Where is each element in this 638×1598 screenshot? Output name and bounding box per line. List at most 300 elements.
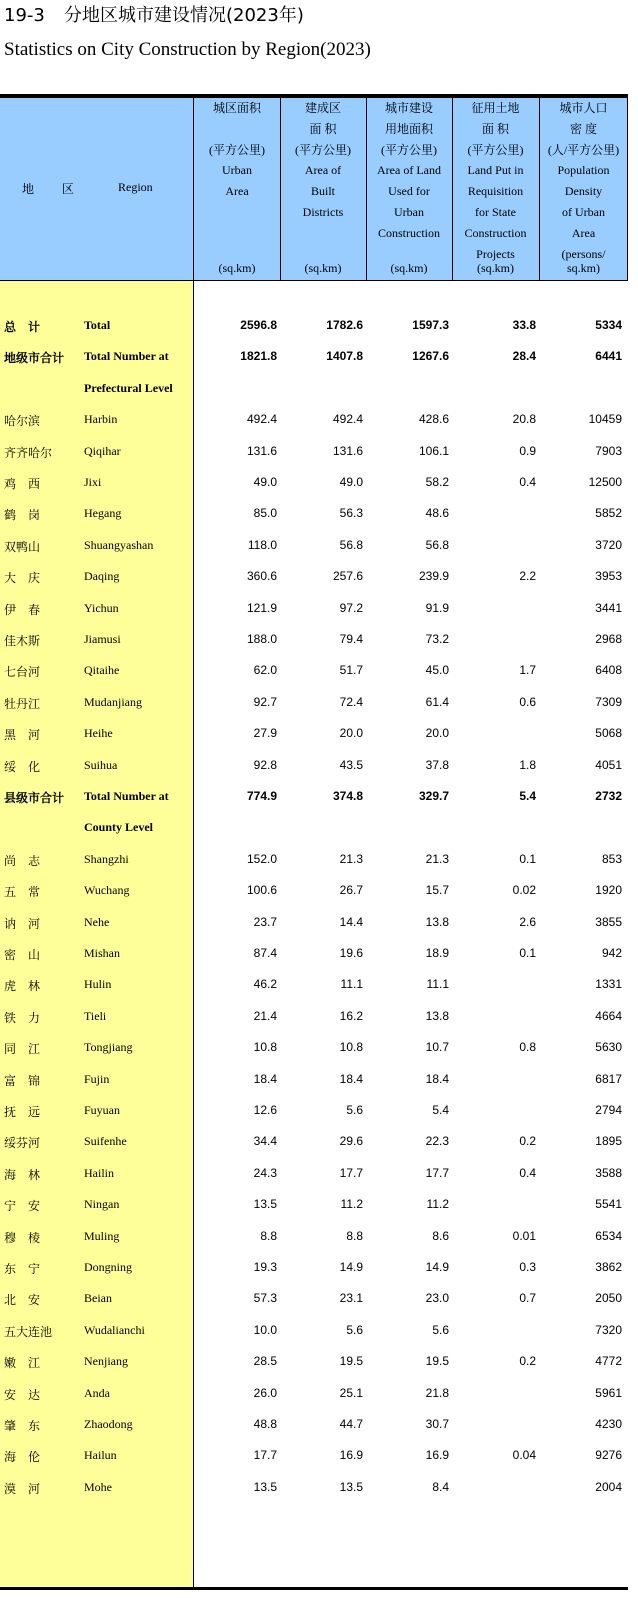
built-district-value: 13.5 xyxy=(339,1479,363,1494)
built-district-value: 11.2 xyxy=(340,1197,363,1212)
construction-land-value: 19.5 xyxy=(425,1354,449,1369)
construction-land-value: 8.4 xyxy=(432,1479,449,1494)
requisition-value: 1.7 xyxy=(519,663,536,678)
region-name-zh: 同 江 xyxy=(4,1042,41,1057)
region-name-zh: 肇 东 xyxy=(4,1419,41,1433)
table-row xyxy=(0,499,628,530)
region-name-en: Shuangyashan xyxy=(84,537,154,552)
region-name-en: Dongning xyxy=(84,1260,132,1274)
built-district-value: 5.6 xyxy=(346,1103,363,1117)
density-value: 5541 xyxy=(595,1197,622,1212)
region-name-en: County Level xyxy=(84,820,153,835)
density-value: 5068 xyxy=(595,726,622,741)
region-name-zh: 讷 河 xyxy=(4,916,41,931)
density-value: 2732 xyxy=(595,789,622,803)
built-district-value: 26.7 xyxy=(339,883,363,898)
header-region-zh: 地 区 xyxy=(22,182,86,196)
density-value: 9276 xyxy=(595,1448,622,1463)
density-value: 3720 xyxy=(595,537,622,552)
density-value: 3588 xyxy=(595,1165,622,1180)
region-name-en: Jiamusi xyxy=(84,632,121,646)
urban-area-value: 27.9 xyxy=(253,726,277,741)
construction-land-value: 5.4 xyxy=(432,1103,449,1117)
built-district-value: 97.2 xyxy=(339,600,363,615)
table-row xyxy=(0,688,628,719)
density-value: 4051 xyxy=(595,757,622,772)
built-district-value: 1782.6 xyxy=(326,318,363,332)
construction-land-value: 329.7 xyxy=(418,789,449,803)
region-name-zh: 鹤 岗 xyxy=(4,508,41,523)
header-line: Urban xyxy=(222,163,252,178)
region-name-en: Anda xyxy=(84,1385,110,1400)
header-line: (平方公里) xyxy=(467,142,524,157)
urban-area-value: 23.7 xyxy=(253,914,277,929)
region-name-en: Total Number at xyxy=(84,789,169,803)
region-name-zh: 地级市合计 xyxy=(4,351,65,366)
density-value: 942 xyxy=(601,946,622,960)
construction-land-value: 56.8 xyxy=(425,537,449,552)
construction-land-value: 21.3 xyxy=(425,851,449,866)
built-district-value: 492.4 xyxy=(332,412,363,427)
density-value: 5630 xyxy=(595,1040,622,1055)
construction-land-value: 61.4 xyxy=(425,694,449,709)
density-value: 4230 xyxy=(595,1417,622,1431)
header-col-built-district xyxy=(280,97,366,281)
region-name-en: Daqing xyxy=(84,569,120,584)
urban-area-value: 2596.8 xyxy=(240,318,277,332)
region-name-zh: 海 林 xyxy=(4,1167,41,1182)
header-line: Density xyxy=(564,184,603,199)
header-line: Construction xyxy=(378,225,440,240)
region-name-en: Tieli xyxy=(84,1008,107,1023)
region-name-en: Nehe xyxy=(84,914,110,929)
header-divider xyxy=(452,97,453,280)
density-value: 6408 xyxy=(595,663,622,678)
density-value: 12500 xyxy=(588,475,622,489)
region-name-zh: 抚 远 xyxy=(4,1105,41,1119)
urban-area-value: 152.0 xyxy=(246,851,277,866)
header-divider xyxy=(539,97,540,280)
table-row xyxy=(0,342,628,373)
construction-land-value: 48.6 xyxy=(425,506,449,521)
region-name-zh: 尚 志 xyxy=(4,853,41,868)
header-line: Urban xyxy=(394,204,424,219)
density-value: 4664 xyxy=(595,1008,622,1023)
construction-land-value: 73.2 xyxy=(425,632,449,646)
header-line: (人/平方公里) xyxy=(547,142,620,157)
header-line: Projects xyxy=(476,246,515,261)
region-name-en: Qiqihar xyxy=(84,443,121,458)
requisition-value: 0.4 xyxy=(519,475,536,489)
requisition-value: 0.01 xyxy=(512,1228,536,1243)
table-row xyxy=(0,751,628,782)
requisition-value: 5.4 xyxy=(519,789,536,803)
table-row xyxy=(0,1222,628,1253)
header-col-population-density xyxy=(539,97,628,281)
requisition-value: 0.8 xyxy=(519,1040,536,1055)
construction-land-value: 18.4 xyxy=(425,1071,449,1086)
construction-land-value: 37.8 xyxy=(425,757,449,772)
urban-area-value: 121.9 xyxy=(246,600,277,615)
requisition-value: 0.4 xyxy=(519,1165,536,1180)
header-line: Built xyxy=(310,184,335,199)
density-value: 7320 xyxy=(595,1322,622,1337)
construction-land-value: 1597.3 xyxy=(412,318,449,332)
region-name-zh: 齐齐哈尔 xyxy=(4,445,53,460)
table-row xyxy=(0,719,628,750)
built-district-value: 23.1 xyxy=(339,1291,363,1306)
urban-area-value: 34.4 xyxy=(253,1134,277,1149)
built-district-value: 72.4 xyxy=(339,694,363,709)
requisition-value: 28.4 xyxy=(512,349,536,364)
urban-area-value: 492.4 xyxy=(246,412,277,427)
header-line: 征用土地 xyxy=(471,101,520,115)
density-value: 3441 xyxy=(595,600,622,615)
urban-area-value: 360.6 xyxy=(246,569,277,584)
region-name-zh: 黑 河 xyxy=(4,728,41,743)
requisition-value: 1.8 xyxy=(519,757,536,772)
region-name-zh: 穆 棱 xyxy=(4,1230,41,1245)
table-row xyxy=(0,656,628,687)
table-row xyxy=(0,845,628,876)
header-line: 城区面积 xyxy=(212,101,261,115)
urban-area-value: 48.8 xyxy=(253,1417,277,1431)
table-row xyxy=(0,1379,628,1410)
header-line: Area xyxy=(225,184,249,199)
region-name-en: Hailin xyxy=(84,1165,114,1180)
region-name-en: Suifenhe xyxy=(84,1134,127,1149)
requisition-value: 0.1 xyxy=(519,946,536,960)
header-line: 城市人口 xyxy=(559,101,608,115)
urban-area-value: 87.4 xyxy=(253,946,277,960)
construction-land-value: 239.9 xyxy=(418,569,449,584)
header-line: 城市建设 xyxy=(384,101,433,115)
density-value: 2004 xyxy=(595,1479,622,1494)
region-name-zh: 五 常 xyxy=(4,885,41,900)
table-title-zh-text: 分地区城市建设情况(2023年) xyxy=(64,5,304,26)
region-name-zh: 铁 力 xyxy=(4,1010,41,1025)
region-name-en: Fuyuan xyxy=(84,1103,120,1117)
construction-land-value: 13.8 xyxy=(425,1008,449,1023)
header-divider xyxy=(193,97,194,280)
construction-land-value: 20.0 xyxy=(425,726,449,741)
header-col-urban-area xyxy=(194,97,280,281)
table-row xyxy=(0,1033,628,1064)
region-name-zh: 东 宁 xyxy=(4,1262,41,1276)
built-district-value: 44.7 xyxy=(339,1417,363,1431)
construction-land-value: 13.8 xyxy=(425,914,449,929)
built-district-value: 257.6 xyxy=(332,569,363,584)
header-col-urban-construction-land xyxy=(366,97,452,281)
region-name-en: Heihe xyxy=(84,726,113,741)
construction-land-value: 21.8 xyxy=(425,1385,449,1400)
header-line: Land Put in xyxy=(467,163,524,178)
header-line: 面 积 xyxy=(309,121,337,136)
density-value: 1895 xyxy=(595,1134,622,1149)
header-line: Requisition xyxy=(467,184,524,199)
construction-land-value: 11.2 xyxy=(426,1197,449,1212)
construction-land-value: 15.7 xyxy=(425,883,449,898)
header-line: 建成区 xyxy=(304,101,341,115)
density-value: 6817 xyxy=(595,1071,622,1086)
construction-land-value: 30.7 xyxy=(425,1417,449,1431)
density-value: 853 xyxy=(601,851,622,866)
region-name-en: Suihua xyxy=(84,757,118,772)
table-row xyxy=(0,405,628,436)
header-region-en: Region xyxy=(118,180,153,194)
header-line: (平方公里) xyxy=(381,142,437,157)
region-name-en: Total xyxy=(84,318,111,332)
header-unit: sq.km) xyxy=(567,261,600,276)
region-name-en: Mudanjiang xyxy=(84,694,142,709)
built-district-value: 8.8 xyxy=(346,1228,363,1243)
table-row xyxy=(0,374,628,405)
construction-land-value: 16.9 xyxy=(425,1448,449,1463)
table-row xyxy=(0,908,628,939)
table-row xyxy=(0,1253,628,1284)
density-value: 5961 xyxy=(595,1385,622,1400)
region-name-zh: 哈尔滨 xyxy=(4,414,41,429)
built-district-value: 16.2 xyxy=(339,1008,363,1023)
density-value: 5852 xyxy=(595,506,622,521)
region-name-zh: 佳木斯 xyxy=(4,634,41,648)
construction-land-value: 14.9 xyxy=(425,1260,449,1274)
region-name-zh: 虎 林 xyxy=(4,979,41,994)
table-row xyxy=(0,1441,628,1472)
density-value: 7903 xyxy=(595,443,622,458)
urban-area-value: 46.2 xyxy=(253,977,277,992)
table-number: 19-3 xyxy=(4,5,45,26)
density-value: 6441 xyxy=(595,349,622,364)
requisition-value: 0.1 xyxy=(519,851,536,866)
region-name-zh: 宁 安 xyxy=(4,1199,41,1214)
built-district-value: 131.6 xyxy=(332,443,363,458)
built-district-value: 29.6 xyxy=(339,1134,363,1149)
built-district-value: 19.6 xyxy=(339,946,363,960)
urban-area-value: 774.9 xyxy=(246,789,277,803)
region-name-zh: 牡丹江 xyxy=(4,696,41,711)
urban-area-value: 49.0 xyxy=(253,475,277,489)
urban-area-value: 19.3 xyxy=(253,1260,277,1274)
construction-land-value: 106.1 xyxy=(418,443,449,458)
table-row xyxy=(0,468,628,499)
header-line: (平方公里) xyxy=(209,142,265,157)
construction-land-value: 45.0 xyxy=(425,663,449,678)
urban-area-value: 92.8 xyxy=(253,757,277,772)
requisition-value: 0.3 xyxy=(519,1260,536,1274)
urban-area-value: 118.0 xyxy=(247,537,277,552)
urban-area-value: 12.6 xyxy=(253,1103,277,1117)
built-district-value: 5.6 xyxy=(346,1322,363,1337)
urban-area-value: 85.0 xyxy=(253,506,277,521)
table-row xyxy=(0,1284,628,1315)
urban-area-value: 57.3 xyxy=(253,1291,277,1306)
requisition-value: 0.7 xyxy=(519,1291,536,1306)
header-unit: (sq.km) xyxy=(390,261,428,276)
density-value: 3953 xyxy=(595,569,622,584)
urban-area-value: 131.6 xyxy=(246,443,277,458)
header-line: 密 度 xyxy=(569,121,597,136)
urban-area-value: 100.6 xyxy=(246,883,277,898)
table-row xyxy=(0,1127,628,1158)
header-col-land-requisition xyxy=(452,97,539,281)
construction-land-value: 58.2 xyxy=(425,475,449,489)
region-name-zh: 县级市合计 xyxy=(4,791,65,805)
built-district-value: 43.5 xyxy=(339,757,363,772)
table-row xyxy=(0,531,628,562)
table-row xyxy=(0,939,628,970)
built-district-value: 17.7 xyxy=(339,1165,363,1180)
region-name-zh: 七台河 xyxy=(4,665,41,680)
table-title-zh xyxy=(4,4,304,28)
region-name-en: Hailun xyxy=(84,1448,117,1463)
table-bottom-rule xyxy=(0,1587,628,1590)
urban-area-value: 18.4 xyxy=(253,1071,277,1086)
density-value: 4772 xyxy=(595,1354,622,1369)
table-row xyxy=(0,1473,628,1504)
table-row xyxy=(0,782,628,813)
built-district-value: 14.9 xyxy=(339,1260,363,1274)
region-name-en: Prefectural Level xyxy=(84,380,173,395)
urban-area-value: 1821.8 xyxy=(240,349,277,364)
table-row xyxy=(0,1316,628,1347)
header-line: Used for xyxy=(388,184,430,199)
header-line: 面 积 xyxy=(481,121,509,136)
built-district-value: 25.1 xyxy=(339,1385,363,1400)
table-row xyxy=(0,1096,628,1127)
urban-area-value: 8.8 xyxy=(260,1228,277,1243)
table-row xyxy=(0,311,628,342)
construction-land-value: 428.6 xyxy=(418,412,449,427)
requisition-value: 0.04 xyxy=(512,1448,536,1463)
construction-land-value: 5.6 xyxy=(432,1322,449,1337)
header-line: of Urban xyxy=(562,204,605,219)
table-row xyxy=(0,1347,628,1378)
region-name-en: Wuchang xyxy=(84,883,130,898)
table-row xyxy=(0,813,628,844)
requisition-value: 33.8 xyxy=(512,318,536,332)
built-district-value: 56.8 xyxy=(339,537,363,552)
requisition-value: 0.02 xyxy=(512,883,536,898)
urban-area-value: 26.0 xyxy=(253,1385,277,1400)
region-name-en: Tongjiang xyxy=(84,1040,133,1055)
density-value: 5334 xyxy=(595,318,622,332)
urban-area-value: 10.0 xyxy=(253,1322,277,1337)
region-name-en: Harbin xyxy=(84,412,118,427)
region-name-en: Mishan xyxy=(84,946,120,960)
table-row xyxy=(0,594,628,625)
table-title-en: Statistics on City Construction by Region(2023) xyxy=(4,39,371,60)
region-name-en: Nenjiang xyxy=(84,1354,128,1369)
requisition-value: 0.2 xyxy=(519,1134,536,1149)
built-district-value: 79.4 xyxy=(339,632,363,646)
region-name-zh: 海 伦 xyxy=(4,1450,41,1465)
region-name-zh: 安 达 xyxy=(4,1387,41,1402)
region-name-en: Jixi xyxy=(84,475,102,489)
header-line: Construction xyxy=(464,225,527,240)
header-line: (persons/ xyxy=(561,246,606,261)
urban-area-value: 62.0 xyxy=(253,663,277,678)
requisition-value: 2.6 xyxy=(519,914,536,929)
density-value: 1331 xyxy=(595,977,622,992)
urban-area-value: 17.7 xyxy=(253,1448,277,1463)
region-name-en: Qitaihe xyxy=(84,663,120,678)
region-name-en: Muling xyxy=(84,1228,120,1243)
urban-area-value: 92.7 xyxy=(253,694,277,709)
header-line: Area of xyxy=(304,163,342,178)
region-name-en: Beian xyxy=(84,1291,112,1306)
built-district-value: 10.8 xyxy=(339,1040,363,1055)
density-value: 3855 xyxy=(595,914,622,929)
region-name-en: Wudalianchi xyxy=(84,1322,145,1337)
urban-area-value: 28.5 xyxy=(253,1354,277,1369)
built-district-value: 18.4 xyxy=(339,1071,363,1086)
requisition-value: 0.6 xyxy=(519,694,536,709)
table-row xyxy=(0,1002,628,1033)
urban-area-value: 21.4 xyxy=(253,1008,277,1023)
built-district-value: 49.0 xyxy=(339,475,363,489)
density-value: 2968 xyxy=(595,632,622,646)
table-row xyxy=(0,1190,628,1221)
region-name-en: Zhaodong xyxy=(84,1417,133,1431)
header-line: (平方公里) xyxy=(295,142,351,157)
region-name-en: Hulin xyxy=(84,977,112,992)
region-name-en: Shangzhi xyxy=(84,851,129,866)
density-value: 1920 xyxy=(595,883,622,898)
built-district-value: 11.1 xyxy=(340,977,363,992)
construction-land-value: 1267.6 xyxy=(412,349,449,364)
construction-land-value: 8.6 xyxy=(432,1228,449,1243)
region-name-zh: 北 安 xyxy=(4,1293,41,1308)
construction-land-value: 17.7 xyxy=(425,1165,449,1180)
region-name-zh: 嫩 江 xyxy=(4,1356,41,1371)
region-name-en: Fujin xyxy=(84,1071,110,1086)
header-line: Area xyxy=(571,225,596,240)
built-district-value: 20.0 xyxy=(339,726,363,741)
construction-land-value: 11.1 xyxy=(426,977,449,992)
region-name-en: Ningan xyxy=(84,1197,120,1212)
built-district-value: 374.8 xyxy=(332,789,363,803)
region-name-zh: 伊 春 xyxy=(4,602,41,617)
table-row xyxy=(0,437,628,468)
region-name-zh: 漠 河 xyxy=(4,1481,41,1496)
region-name-zh: 绥芬河 xyxy=(4,1136,41,1151)
density-value: 6534 xyxy=(595,1228,622,1243)
region-name-zh: 双鸭山 xyxy=(4,539,41,554)
construction-land-value: 91.9 xyxy=(425,600,449,615)
built-district-value: 51.7 xyxy=(339,663,363,678)
region-name-en: Yichun xyxy=(84,600,119,615)
requisition-value: 2.2 xyxy=(519,569,536,584)
density-value: 2794 xyxy=(595,1103,622,1117)
built-district-value: 56.3 xyxy=(339,506,363,521)
region-name-zh: 鸡 西 xyxy=(4,477,41,491)
construction-land-value: 18.9 xyxy=(425,946,449,960)
header-divider xyxy=(627,97,628,280)
construction-land-value: 22.3 xyxy=(425,1134,449,1149)
header-line: 用地面积 xyxy=(384,121,433,136)
header-unit: (sq.km) xyxy=(304,261,342,276)
density-value: 2050 xyxy=(595,1291,622,1306)
urban-area-value: 188.0 xyxy=(246,632,277,646)
region-name-en: Total Number at xyxy=(84,349,169,364)
table-row xyxy=(0,876,628,907)
header-unit: (sq.km) xyxy=(218,261,256,276)
urban-area-value: 10.8 xyxy=(253,1040,277,1055)
header-divider xyxy=(280,97,281,280)
built-district-value: 16.9 xyxy=(339,1448,363,1463)
built-district-value: 1407.8 xyxy=(326,349,363,364)
